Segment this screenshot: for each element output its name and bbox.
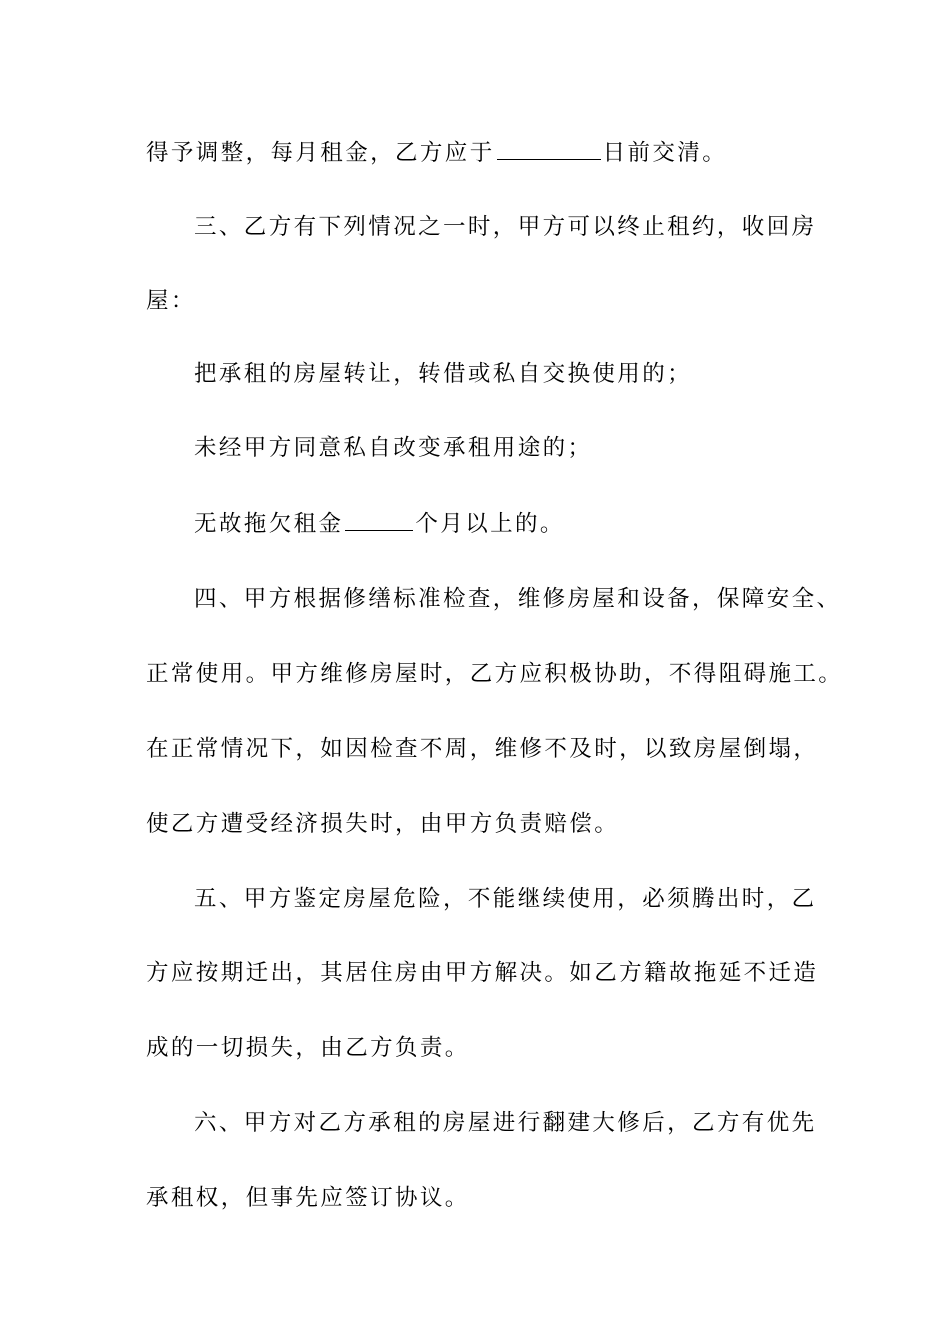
line-text: 把承租的房屋转让，转借或私自交换使用的； [194,361,693,387]
line-text: 日前交清。 [602,140,728,166]
paragraph-line [146,1033,470,1063]
paragraph-line [194,509,565,539]
fill-in-blank[interactable] [345,510,413,531]
paragraph-line [146,958,818,988]
line-text: 正常使用。甲方维修房屋时，乙方应积极协助，不得阻碍施工。 [146,661,844,687]
paragraph-line [194,1108,817,1138]
line-text: 四、甲方根据修缮标准检查，维修房屋和设备，保障安全、 [194,586,842,612]
line-text: 个月以上的。 [415,511,565,537]
line-text: 在正常情况下，如因检查不周，维修不及时，以致房屋倒塌， [146,736,819,762]
line-text: 成的一切损失，由乙方负责。 [146,1035,470,1061]
line-text: 得予调整，每月租金，乙方应于 [146,140,495,166]
paragraph-line [146,286,196,316]
line-text: 使乙方遭受经济损失时，由甲方负责赔偿。 [146,811,620,837]
line-text: 未经甲方同意私自改变承租用途的； [194,435,593,461]
paragraph-line [146,734,818,764]
paragraph-line [146,659,843,689]
line-text: 无故拖欠租金 [194,511,344,537]
line-text: 屋： [146,288,196,314]
paragraph-line [194,212,817,242]
line-text: 六、甲方对乙方承租的房屋进行翻建大修后，乙方有优先 [194,1110,817,1136]
line-text: 三、乙方有下列情况之一时，甲方可以终止租约，收回房 [194,214,817,240]
paragraph-line [146,1183,470,1213]
paragraph-line [146,809,619,839]
paragraph-line [194,884,817,914]
paragraph-line [194,584,841,614]
line-text: 五、甲方鉴定房屋危险，不能继续使用，必须腾出时，乙 [194,886,817,912]
paragraph-line [146,138,727,168]
fill-in-blank[interactable] [497,139,601,160]
line-text: 承租权，但事先应签订协议。 [146,1185,470,1211]
line-text: 方应按期迁出，其居住房由甲方解决。如乙方籍故拖延不迁造 [146,960,819,986]
paragraph-line [194,359,692,389]
paragraph-line [194,433,592,463]
